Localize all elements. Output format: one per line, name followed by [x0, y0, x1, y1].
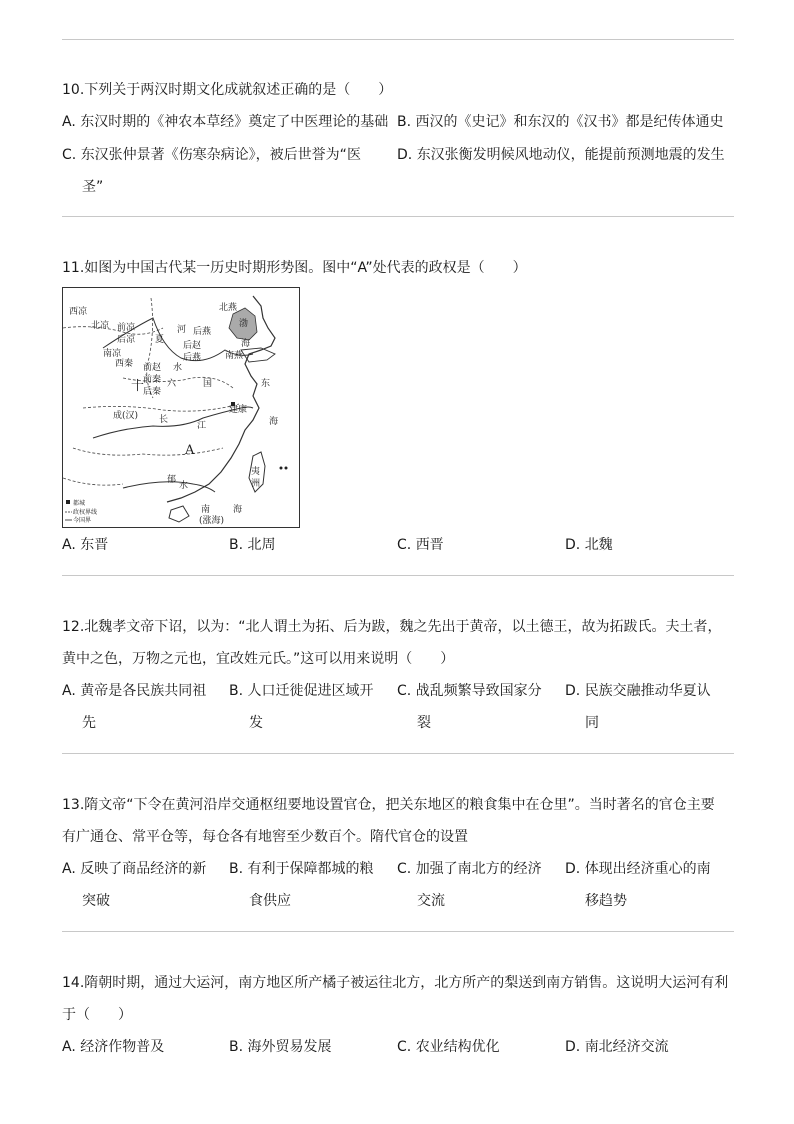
label-houyan2: 后燕 [183, 353, 202, 363]
q14-option-a[interactable] [62, 1037, 164, 1057]
q11-option-d[interactable] [565, 535, 613, 555]
label-liu: 六 [167, 379, 177, 389]
q10-option-d[interactable] [397, 145, 725, 165]
label-beiliang: 北凉 [91, 321, 110, 331]
label-shi: 十 [131, 379, 145, 394]
map-drawing [63, 288, 299, 527]
option-text-continued: 圣” [82, 179, 104, 195]
option-text: 农业结构优化 [415, 1039, 500, 1055]
option-text-continued: 移趋势 [585, 893, 627, 909]
label-hai3: 海 [269, 417, 279, 427]
q10-option-b[interactable] [397, 112, 724, 132]
q13-option-c[interactable] [397, 859, 542, 879]
label-nanhai: (涨海) [199, 516, 225, 526]
label-zhou: 洲 [251, 479, 261, 489]
label-yu: 郁 [167, 475, 177, 485]
q12-option-b[interactable] [229, 681, 374, 701]
label-nanyan: 南燕 [225, 351, 244, 361]
option-label: A. [62, 683, 76, 699]
label-he: 河 [177, 325, 187, 335]
option-label: A. [62, 861, 76, 877]
option-text: 黄帝是各民族共同祖 [80, 683, 207, 699]
option-text: 东汉时期的《神农本草经》奠定了中医理论的基础 [80, 114, 389, 130]
option-label: D. [565, 537, 581, 553]
option-text: 东汉张仲景著《伤寒杂病论》，被后世誉为“医 [80, 147, 361, 163]
label-qianqin: 前秦 [143, 375, 162, 385]
option-label: B. [397, 114, 412, 130]
option-label: C. [397, 861, 412, 877]
q12-option-c[interactable] [397, 681, 542, 701]
option-label: C. [62, 147, 77, 163]
island-dot [280, 467, 283, 470]
label-chang: 长 [159, 415, 169, 425]
option-text-continued: 同 [585, 715, 599, 731]
question-13-stem-line-1: 13.隋文帝“下令在黄河沿岸交通枢纽要地设置官仓，把关东地区的粮食集中在仓里”。当时著名的官仓主要 [62, 797, 715, 813]
legend-capital: 都城 [73, 500, 86, 507]
q13-option-d[interactable] [565, 859, 711, 879]
option-text: 体现出经济重心的南 [584, 861, 711, 877]
label-nan: 南 [201, 505, 211, 515]
q12-option-d[interactable] [565, 681, 711, 701]
option-label: D. [565, 861, 581, 877]
divider [62, 931, 734, 932]
label-hai4: 海 [233, 505, 243, 515]
label-chenghan: 成(汉) [113, 411, 139, 421]
label-beiyan: 北燕 [219, 303, 238, 313]
legend-national-border: 今国界 [73, 517, 92, 524]
option-label: D. [565, 683, 581, 699]
option-text: 南北经济交流 [584, 1039, 669, 1055]
option-text: 北魏 [584, 537, 613, 553]
option-label: C. [397, 537, 412, 553]
label-jiankang: 建康 [229, 405, 248, 415]
option-text: 海外贸易发展 [247, 1039, 332, 1055]
q14-option-d[interactable] [565, 1037, 669, 1057]
option-text: 反映了商品经济的新 [80, 861, 207, 877]
question-10-stem: 10.下列关于两汉时期文化成就叙述正确的是（ ） [62, 82, 393, 98]
divider [62, 753, 734, 754]
label-nanliang: 南凉 [103, 349, 122, 359]
option-text-continued: 发 [249, 715, 263, 731]
label-dong: 东 [261, 379, 271, 389]
question-12-stem-line-2: 黄中之色，万物之元也，宜改姓元氏。”这可以用来说明（ ） [62, 651, 455, 667]
question-14-stem-line-1: 14.隋朝时期，通过大运河，南方地区所产橘子被运往北方，北方所产的梨送到南方销售。这说明大运河有利 [62, 975, 729, 991]
option-text: 人口迁徙促进区域开 [247, 683, 374, 699]
q14-option-b[interactable] [229, 1037, 332, 1057]
label-xiliang: 西凉 [69, 307, 88, 317]
option-label: A. [62, 114, 76, 130]
label-guo: 国 [203, 379, 213, 389]
divider [62, 216, 734, 217]
option-text: 经济作物普及 [80, 1039, 165, 1055]
q11-option-b[interactable] [229, 535, 276, 555]
option-text: 民族交融推动华夏认 [584, 683, 711, 699]
option-label: B. [229, 683, 244, 699]
option-label: B. [229, 861, 244, 877]
divider [62, 575, 734, 576]
option-label: D. [397, 147, 413, 163]
option-label: D. [565, 1039, 581, 1055]
label-bohai1: 渤 [239, 319, 249, 329]
q13-option-a[interactable] [62, 859, 206, 879]
option-label: B. [229, 537, 244, 553]
label-houyan: 后燕 [193, 327, 212, 337]
label-houzhao: 后赵 [183, 341, 202, 351]
option-text: 北周 [247, 537, 276, 553]
label-houliang: 后凉 [117, 335, 136, 345]
option-label: B. [229, 1039, 244, 1055]
hainan-island [169, 506, 189, 522]
label-bohai2: 海 [241, 339, 251, 349]
label-jiang: 江 [197, 421, 207, 431]
q11-option-c[interactable] [397, 535, 444, 555]
option-label: A. [62, 1039, 76, 1055]
q12-option-a[interactable] [62, 681, 206, 701]
historical-map [62, 287, 300, 528]
label-qianzhao: 前赵 [143, 363, 162, 373]
option-text: 东汉张衡发明候风地动仪，能提前预测地震的发生 [416, 147, 725, 163]
option-text-continued: 突破 [82, 893, 110, 909]
boundary [63, 448, 223, 485]
q11-option-a[interactable] [62, 535, 108, 555]
q10-option-a[interactable] [62, 112, 388, 132]
question-13-stem-line-2: 有广通仓、常平仓等，每仓各有地窖至少数百个。隋代官仓的设置 [62, 829, 468, 845]
legend-border: 政权界线 [73, 509, 98, 516]
q14-option-c[interactable] [397, 1037, 500, 1057]
option-text: 西晋 [415, 537, 444, 553]
question-12-stem-line-1: 12.北魏孝文帝下诏，以为：“北人谓土为拓、后为跋，魏之先出于黄帝，以土德王，故为拓跋氏。夫土者， [62, 619, 722, 635]
option-text: 有利于保障都城的粮 [247, 861, 374, 877]
island-dot [285, 467, 288, 470]
option-text: 战乱频繁导致国家分 [415, 683, 542, 699]
option-text: 加强了南北方的经济 [415, 861, 542, 877]
map-legend [65, 499, 97, 524]
option-label: C. [397, 683, 412, 699]
label-houqin: 后秦 [143, 387, 162, 397]
label-shui: 水 [173, 363, 183, 373]
q10-option-c[interactable] [62, 145, 361, 165]
option-label: A. [62, 537, 76, 553]
label-a: A [185, 443, 195, 458]
divider [62, 39, 734, 40]
label-shui2: 水 [179, 481, 189, 491]
q13-option-b[interactable] [229, 859, 374, 879]
label-xia: 夏 [155, 335, 165, 345]
option-text: 西汉的《史记》和东汉的《汉书》都是纪传体通史 [415, 114, 724, 130]
option-text-continued: 裂 [417, 715, 431, 731]
option-text-continued: 食供应 [249, 893, 291, 909]
question-11-stem: 11.如图为中国古代某一历史时期形势图。图中“A”处代表的政权是（ ） [62, 260, 527, 276]
option-label: C. [397, 1039, 412, 1055]
question-14-stem-line-2: 于（ ） [62, 1007, 132, 1023]
label-yi: 夷 [251, 467, 261, 477]
label-qianliang: 前凉 [117, 323, 136, 333]
option-text: 东晋 [80, 537, 109, 553]
option-text-continued: 交流 [417, 893, 445, 909]
label-xiqin: 西秦 [115, 359, 134, 369]
option-text-continued: 先 [82, 715, 96, 731]
